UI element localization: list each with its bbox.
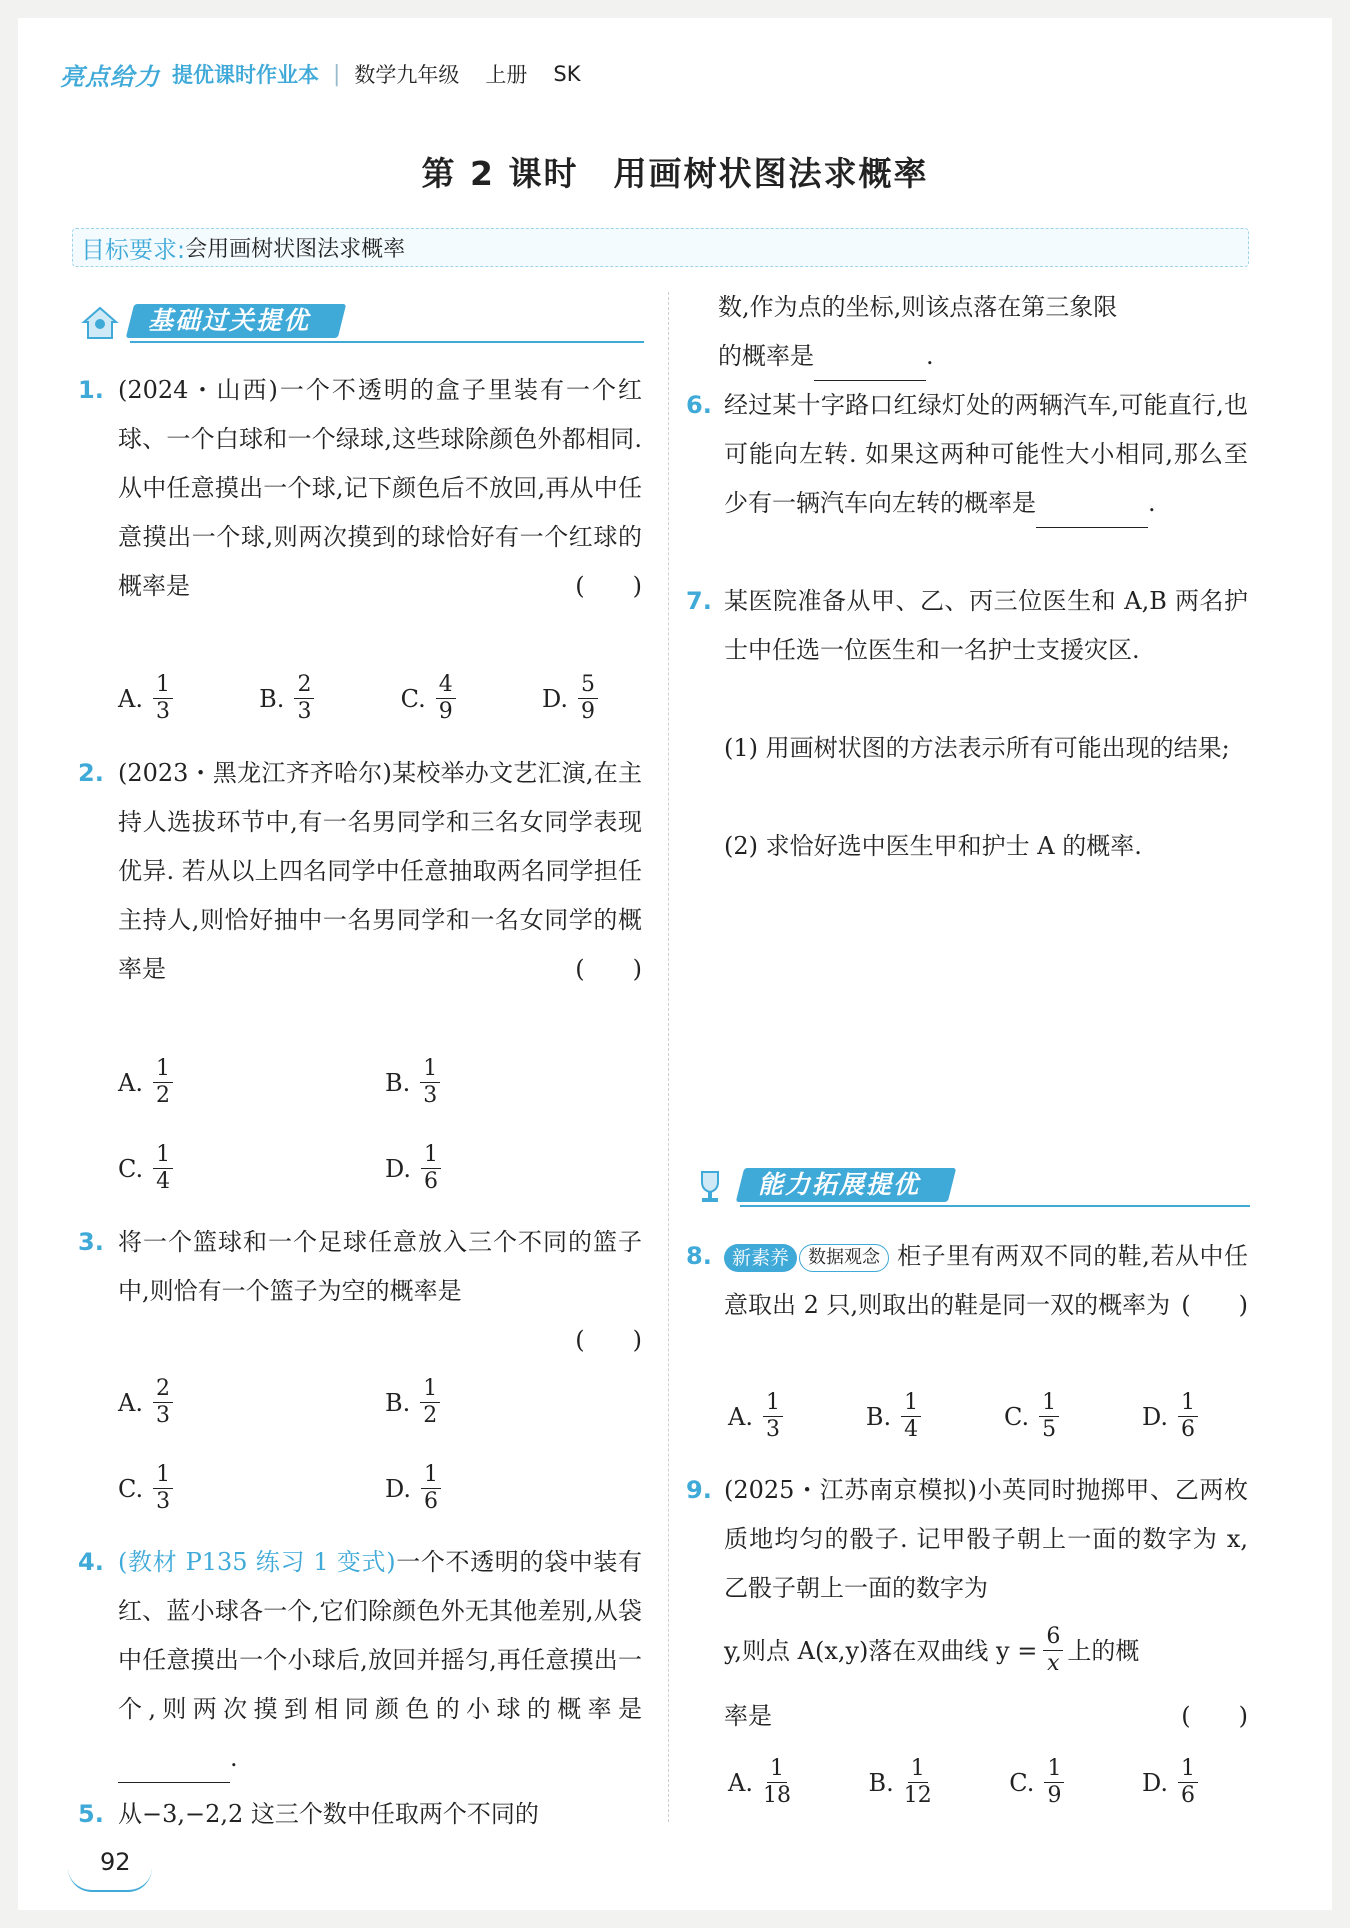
question-source: (2025・江苏南京模拟) [724,1476,977,1504]
question-5-line1: 从−3,−2,2 这三个数中任取两个不同的 [118,1800,539,1828]
data-concept-badge: 数据观念 [799,1244,889,1272]
answer-parens: ( ) [575,1326,642,1354]
question-source: (2024・山西) [118,376,278,404]
question-1 [118,366,642,611]
question-text: 某校举办文艺汇演,在主持人选拔环节中,有一名男同学和三名女同学表现优异. 若从以上四名同学中任意抽取两名同学担任主持人,则恰好抽中一名男同学和一名女同学的概率是 [118,759,642,983]
question-text: 一个不透明的盒子里装有一个红球、一个白球和一个绿球,这些球除颜色外都相同. 从中任意摸出一个球,记下颜色后不放回,再从中任意摸出一个球,则两次摸到的球恰好有一个红球的概率是 [118,376,643,600]
goal-label: 目标要求: [81,236,186,264]
question-number: 9. [686,1476,712,1504]
answer-parens: ( ) [1181,1291,1248,1319]
question-number: 5. [78,1800,104,1828]
subject: 数学九年级 [354,63,460,87]
section-title: 能力拓展提优 [758,1170,921,1199]
option-c[interactable]: C. $\frac{4}{9}$ [401,672,456,725]
goal-text: 会用画树状图法求概率 [185,237,406,262]
trophy-icon [690,1166,730,1206]
question-number: 8. [686,1242,712,1270]
answer-parens: ( ) [575,572,642,600]
option-d[interactable]: D. $\frac{1}{6}$ [385,1462,441,1515]
question-5-line2: 数,作为点的坐标,则该点落在第三象限 [718,293,1118,321]
question-7-part-2: (2) 求恰好选中医生甲和护士 A 的概率. [724,832,1142,860]
question-3 [118,1218,642,1316]
brand-logo: 亮点给力 [60,62,160,91]
question-number: 6. [686,391,712,419]
question-number: 7. [686,587,712,615]
answer-blank[interactable] [118,1752,230,1783]
series-name: 提优课时作业本 [172,63,319,87]
option-c[interactable]: C. $\frac{1}{9}$ [1009,1756,1064,1809]
option-b[interactable]: B. $\frac{1}{4}$ [866,1390,921,1443]
question-8 [724,1232,1248,1330]
option-b[interactable]: B. $\frac{2}{3}$ [259,672,314,725]
section-banner-basic [80,296,644,348]
literacy-badge: 新素养 [724,1244,797,1272]
answer-parens: ( ) [575,955,642,983]
question-9-line: y,则点 A(x,y)落在双曲线 y = $\frac{6}{x}$ 上的概 [724,1624,1140,1676]
header [60,58,607,90]
option-d[interactable]: D. $\frac{1}{6}$ [1142,1390,1198,1443]
question-text: 将一个篮球和一个足球任意放入三个不同的篮子中,则恰有一个篮子为空的概率是 [118,1228,642,1305]
question-6: 经过某十字路口红绿灯处的两辆汽车,可能直行,也可能向左转. 如果这两种可能性大小相同,那么至少有一辆汽车向左转的概率是 . [724,381,1248,528]
question-4: (教材 P135 练习 1 变式)一个不透明的袋中装有红、蓝小球各一个,它们除颜色外无其他差别,从袋中任意摸出一个小球后,放回并摇匀,再任意摸出一个,则两次摸到相同颜色的小球的概率是. [118,1538,642,1783]
option-b[interactable]: B. $\frac{1}{2}$ [385,1376,440,1429]
question-source: (教材 P135 练习 1 变式) [118,1548,396,1576]
question-number: 3. [78,1228,104,1256]
option-a[interactable]: A. $\frac{2}{3}$ [118,1376,173,1429]
question-text: 柜子里有两双不同的鞋,若从中任意取出 2 只,则取出的鞋是同一双的概率为 [724,1242,1248,1319]
house-icon [80,302,120,342]
question-9 [724,1466,1248,1613]
page-title: 第 2 课时 用画树状图法求概率 [421,154,929,193]
question-text: 一个不透明的袋中装有红、蓝小球各一个,它们除颜色外无其他差别,从袋中任意摸出一个小球后,放回并摇匀,再任意摸出一个,则两次摸到相同颜色的小球的概率是 [118,1548,643,1723]
option-c[interactable]: C. $\frac{1}{5}$ [1004,1390,1059,1443]
answer-blank[interactable] [814,350,926,381]
options-q9 [728,1756,1198,1809]
options-q8 [728,1390,1198,1443]
option-a[interactable]: A. $\frac{1}{3}$ [118,672,173,725]
option-d[interactable]: D. $\frac{1}{6}$ [385,1142,441,1195]
option-d[interactable]: D. $\frac{5}{9}$ [542,672,598,725]
question-2 [118,749,642,994]
question-5-line3: 的概率是 . [718,332,1248,381]
section-banner-extension [690,1160,1250,1212]
edition: SK [553,62,581,86]
goal-box [72,228,1249,267]
option-c[interactable]: C. $\frac{1}{4}$ [118,1142,173,1195]
question-text: 经过某十字路口红绿灯处的两辆汽车,可能直行,也可能向左转. 如果这两种可能性大小相同,那么至少有一辆汽车向左转的概率是 [724,391,1248,517]
volume: 上册 [485,63,528,87]
option-b[interactable]: B. $\frac{1}{3}$ [385,1056,440,1109]
option-a[interactable]: A. $\frac{1}{18}$ [728,1756,791,1808]
option-a[interactable]: A. $\frac{1}{3}$ [728,1390,783,1443]
answer-blank[interactable] [1036,497,1148,528]
option-a[interactable]: A. $\frac{1}{2}$ [118,1056,173,1109]
question-number: 2. [78,759,104,787]
question-text: 小英同时抛掷甲、乙两枚质地均匀的骰子. 记甲骰子朝上一面的数字为 x,乙骰子朝上一面的数字为 [724,1476,1248,1602]
divider: | [333,61,341,87]
question-source: (2023・黑龙江齐齐哈尔) [118,759,392,787]
options-q1 [118,672,598,725]
question-7-part-1: (1) 用画树状图的方法表示所有可能出现的结果; [724,734,1230,762]
column-divider [668,292,669,1822]
option-b[interactable]: B. $\frac{1}{12}$ [868,1756,932,1808]
page-number: 92 [100,1848,131,1876]
option-c[interactable]: C. $\frac{1}{3}$ [118,1462,173,1515]
section-title: 基础过关提优 [148,306,311,335]
question-9-end: 率是 ( ) [724,1692,1248,1741]
answer-parens: ( ) [1181,1702,1248,1730]
option-d[interactable]: D. $\frac{1}{6}$ [1142,1756,1198,1809]
question-number: 4. [78,1548,104,1576]
question-number: 1. [78,376,104,404]
question-7: 某医院准备从甲、乙、丙三位医生和 A,B 两名护士中任选一位医生和一名护士支援灾区. [724,587,1248,664]
